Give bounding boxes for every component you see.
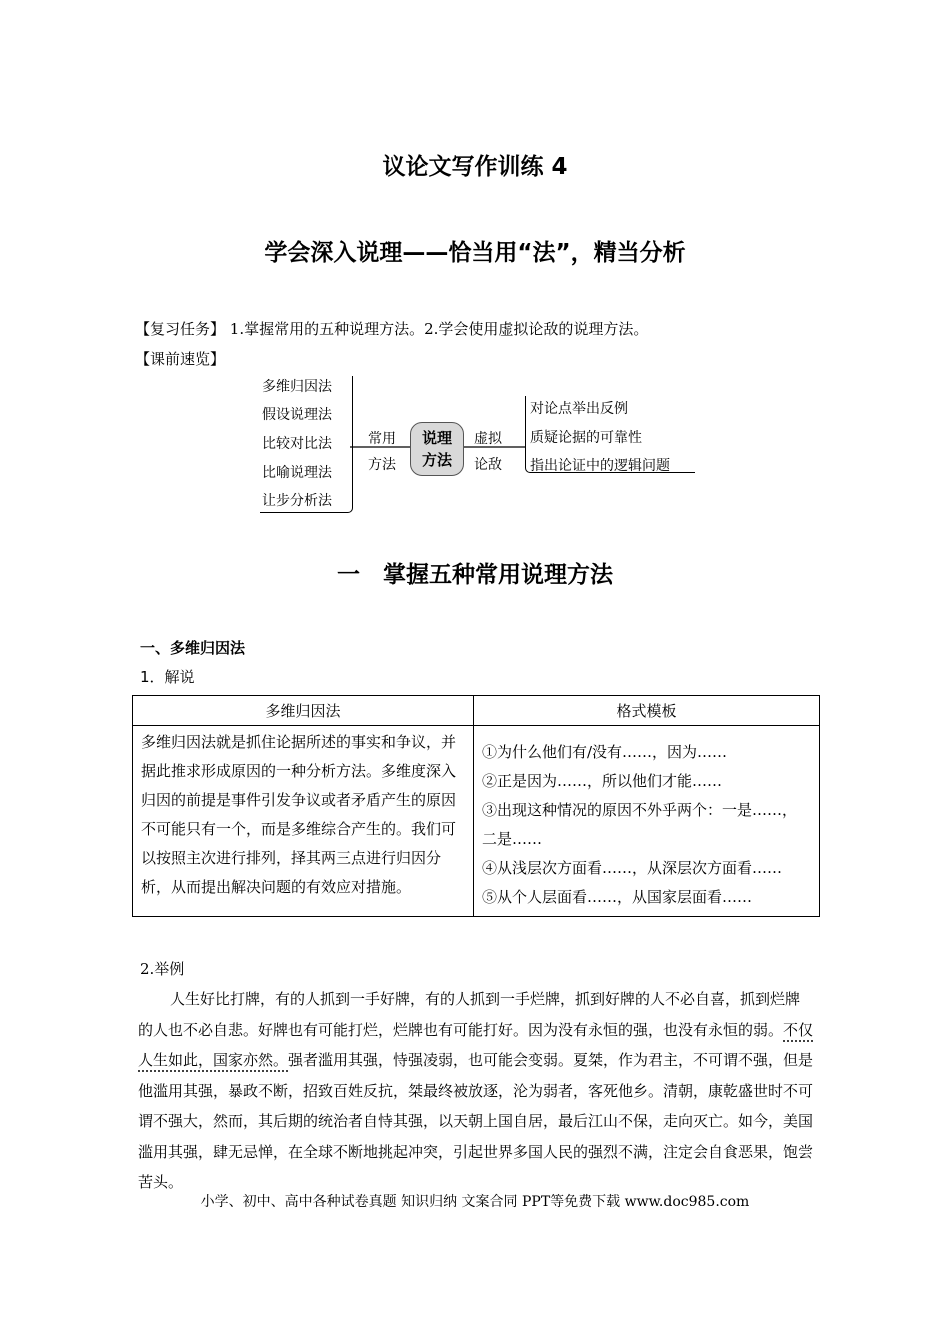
review-task-text: 1.掌握常用的五种说理方法。2.学会使用虚拟论敌的说理方法。: [229, 320, 649, 338]
template-list: [474, 726, 820, 917]
right-item-question-evidence: 质疑论据的可靠性: [530, 430, 642, 446]
table-header-method: 多维归因法: [133, 696, 474, 726]
review-task-line: [135, 318, 648, 339]
method-description: 多维归因法就是抓住论据所述的事实和争议，并据此推求形成原因的一种分析方法。多维度深入归因的前提是事件引发争议或者矛盾产生的原因不可能只有一个，而是多维综合产生的。我们可以按照主次进行排列，择其两三点进行归因分析，从而提出解决问题的有效应对措施。: [133, 726, 474, 917]
method-template-table: [132, 695, 820, 917]
left-item-metaphor: 比喻说理法: [262, 465, 332, 481]
example-label: 2.举例: [140, 960, 185, 978]
template-item: ①为什么他们有/没有……，因为……: [482, 743, 728, 761]
left-item-hypothesis: 假设说理法: [262, 407, 332, 423]
explanation-label: 1．解说: [140, 668, 195, 686]
template-item: ③出现这种情况的原因不外乎两个：一是……，二是……: [482, 801, 798, 848]
table-header-template: 格式模板: [474, 696, 820, 726]
center-label-1: 说理: [421, 429, 452, 447]
left-item-concession: 让步分析法: [262, 493, 332, 509]
page-footer: 小学、初中、高中各种试卷真题 知识归纳 文案合同 PPT等免费下载 www.doc985.com: [200, 1194, 750, 1210]
document-subtitle: 学会深入说理——恰当用“法”，精当分析: [264, 240, 686, 266]
example-text-part2: 强者滥用其强，恃强凌弱，也可能会变弱。夏桀，作为君主，不可谓不强，但是他滥用其强，暴政不断，招致百姓反抗，桀最终被放逐，沦为弱者，客死他乡。清朝，康乾盛世时不可谓不强大，然而，其后期的统治者自恃其强，以天朝上国自居，最后江山不保，走向灭亡。如今，美国滥用其强，肆无忌惮，在全球不断地挑起冲突，引起世界多国人民的强烈不满，注定会自食恶果，饱尝苦头。: [138, 1051, 814, 1191]
subsection-heading: 一、多维归因法: [140, 639, 246, 657]
left-item-comparison: 比较对比法: [262, 436, 332, 452]
example-emphasis: 不仅人生如此，国家亦然。: [138, 1020, 814, 1069]
template-item: ⑤从个人层面看……，从国家层面看……: [482, 888, 753, 906]
preview-tag: 【课前速览】: [135, 350, 226, 368]
preview-line: [135, 348, 225, 369]
center-label-2: 方法: [421, 451, 452, 469]
mindmap-center-node: [410, 422, 464, 476]
right-item-counterexample: 对论点举出反例: [530, 401, 628, 417]
right-branch-label-2: 论敌: [474, 457, 502, 473]
template-item: ④从浅层次方面看……，从深层次方面看……: [482, 859, 783, 877]
document-title: 议论文写作训练 4: [382, 154, 568, 180]
section-heading: 一 掌握五种常用说理方法: [337, 562, 613, 588]
left-branch-label-1: 常用: [368, 431, 396, 447]
method-mindmap: [250, 372, 710, 517]
left-item-multi-cause: 多维归因法: [262, 379, 332, 395]
template-item: ②正是因为……，所以他们才能……: [482, 772, 723, 790]
review-task-tag: 【复习任务】: [135, 320, 226, 338]
right-branch-label-1: 虚拟: [474, 431, 502, 447]
right-item-logic-problem: 指出论证中的逻辑问题: [530, 458, 670, 474]
left-branch-label-2: 方法: [368, 457, 396, 473]
example-text-part1: 人生好比打牌，有的人抓到一手好牌，有的人抓到一手烂牌，抓到好牌的人不必自喜，抓到烂牌的人也不必自悲。好牌也有可能打烂，烂牌也有可能打好。因为没有永恒的强，也没有永恒的弱。: [138, 990, 801, 1039]
example-paragraph: [138, 984, 814, 1198]
